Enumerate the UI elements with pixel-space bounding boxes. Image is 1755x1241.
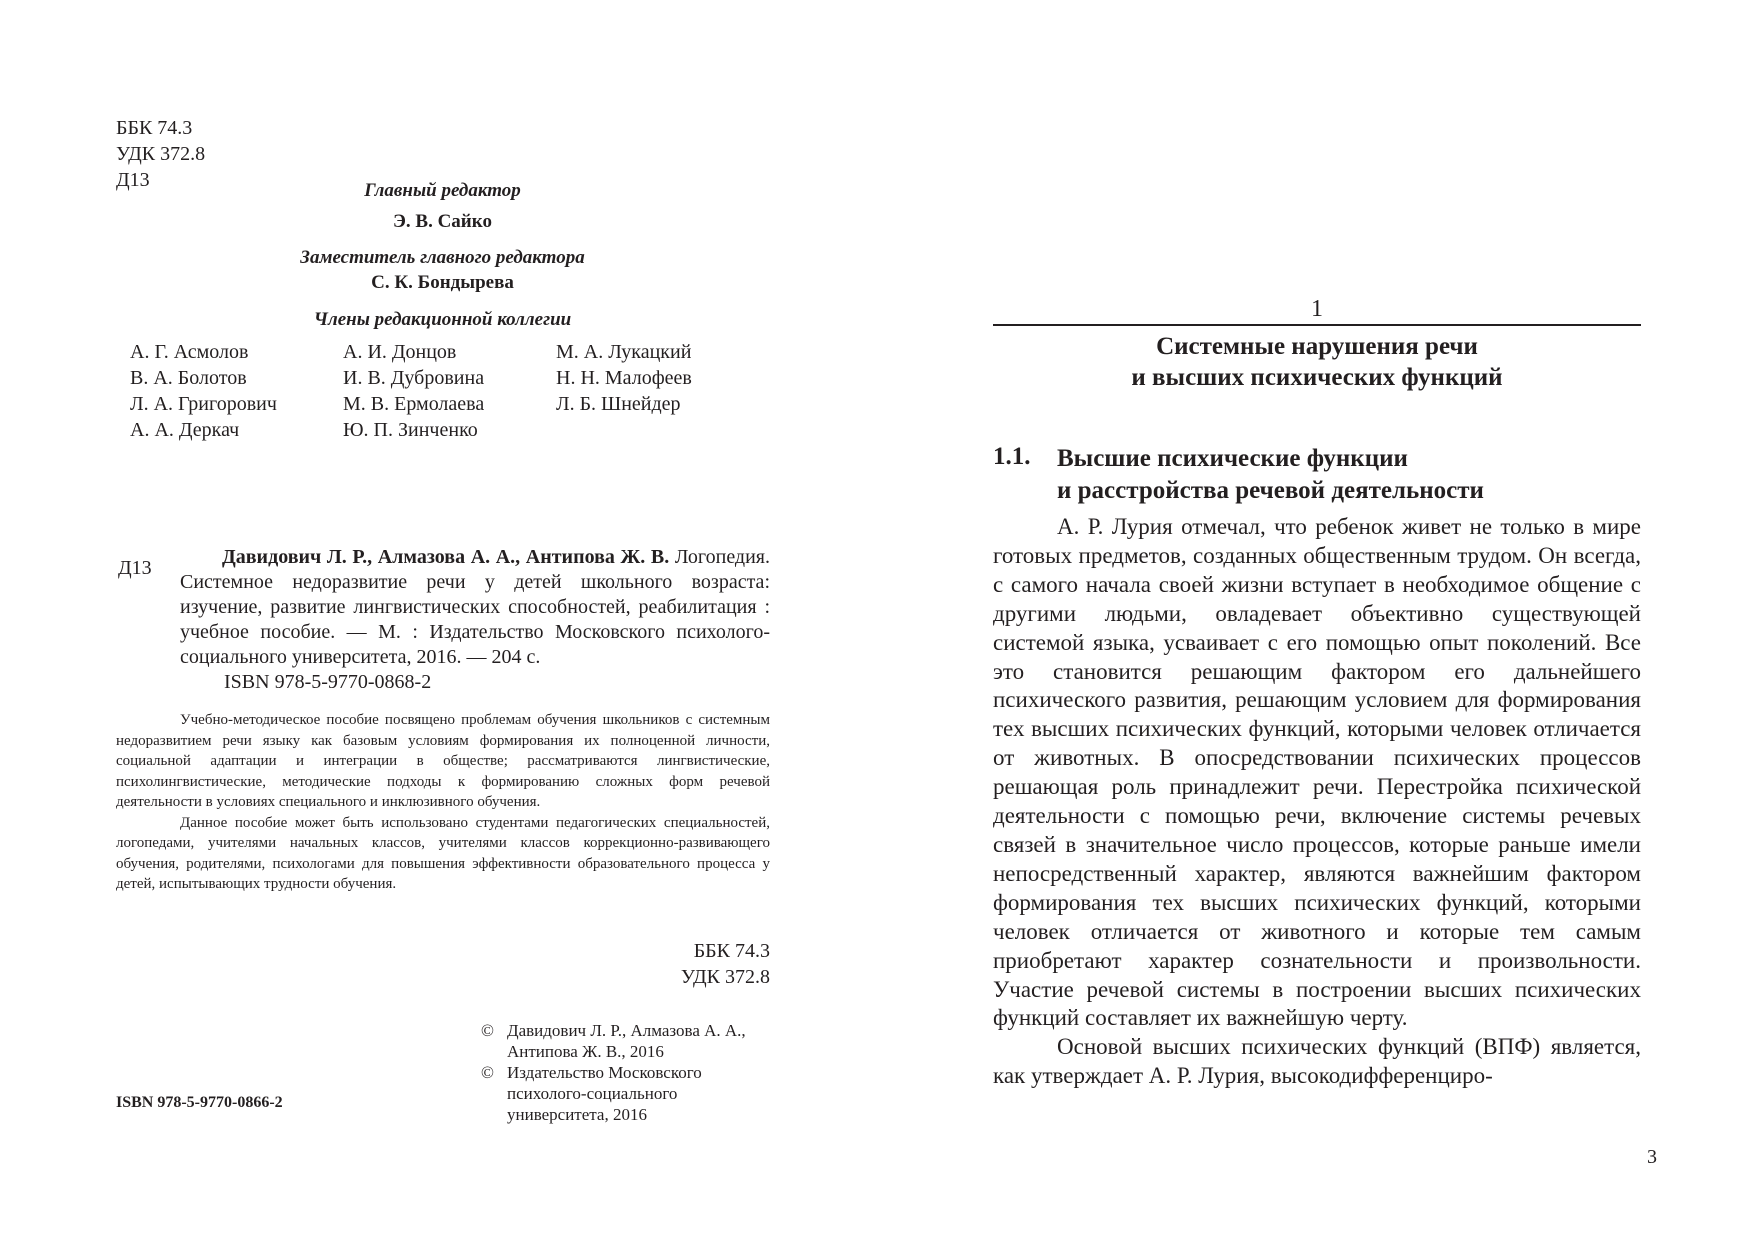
copyright-publisher [481,1062,781,1125]
chapter-title-line: Системные нарушения речи [1156,333,1478,360]
chief-editor-heading: Главный редактор [364,180,521,201]
chief-editor-name: Э. В. Сайко [393,211,492,232]
chapter-title [993,331,1641,393]
board-member: Л. А. Григорович [130,393,277,415]
bibliographic-isbn: ISBN 978-5-9770-0868-2 [224,671,432,693]
udk-code-bottom: УДК 372.8 [680,966,770,988]
copyright-authors-text: Давидович Л. Р., Алмазова А. А., Антипова Ж. В., 2016 [507,1021,746,1061]
left-page [0,0,877,1241]
copyright-sign: © [481,1021,494,1040]
editorial-board-heading: Члены редакционной коллегии [313,309,572,330]
board-member: И. В. Дубровина [343,367,485,389]
board-member: А. А. Деркач [130,419,240,441]
section-title-line: Высшие психические функции [1057,445,1408,472]
section-title-line: и расстройства речевой деятельности [1057,477,1484,504]
body-paragraph: Основой высших психических функций (ВПФ) является, как утверждает А. Р. Лурия, высокодифференциро- [993,1034,1641,1089]
right-page [877,0,1755,1241]
board-member: А. И. Донцов [343,341,457,363]
section-title [1057,443,1484,507]
bibliographic-description: Логопедия. Системное недоразвитие речи у детей школьного возраста: изучение, развитие лингвистических способностей, реабилитация : учебное пособие. — М. : Издательство Московского психолого-социального университета, 2016. — 204 с. [180,546,771,668]
board-member: В. А. Болотов [130,367,247,389]
board-member: М. В. Ермолаева [343,393,485,415]
author-mark: Д13 [116,169,150,191]
bibliographic-authors: Давидович Л. Р., Алмазова А. А., Антипова Ж. В. [222,546,670,568]
copyright-authors [481,1020,781,1062]
copyright-block [481,1020,781,1125]
chapter-title-line: и высших психических функций [1131,364,1503,391]
bibliographic-mark: Д13 [118,557,152,579]
udk-code: УДК 372.8 [116,143,206,165]
copyright-publisher-text: Издательство Московского психолого-социального университета, 2016 [507,1063,702,1124]
body-paragraph: А. Р. Лурия отмечал, что ребенок живет не только в мире готовых предметов, созданных общественным трудом. Он всегда, с самого начала своей жизни вступает в необходимое общение с другими людьми, овладевает объективно существующей системой языка, усваивает с его помощью опыт поколений. Все это становится решающим фактором его дальнейшего психического развития, решающим условием для формирования тех высших психических функций, которыми человек отличается от животных. В опосредствовании психических процессов решающая роль принадлежит речи. Перестройка психической деятельности с помощью речи, включение системы речевых связей в значительное число процессов, которые раньше имели непосредственный характер, являются важнейшим фактором формирования тех высших психических функций, которыми человек отличается от животного и которые тем самым приобретают характер сознательности и произвольности. Участие речевой системы в построении высших психических функций составляет их важнейшую черту. [993,514,1641,1031]
board-column [343,339,556,443]
page-number: 3 [1647,1146,1657,1168]
board-column [556,339,692,443]
chapter-number: 1 [1311,296,1323,322]
isbn-bottom: ISBN 978-5-9770-0866-2 [116,1094,283,1111]
bbk-code: ББК 74.3 [116,117,193,139]
section-number: 1.1. [993,443,1031,470]
body-text [993,513,1641,1091]
abstract-paragraph: Данное пособие может быть использовано студентами педагогических специальностей, логопедами, учителями начальных классов, учителями классов коррекционно-развивающего обучения, родителями, психологами для повышения эффективности образовательного процесса у детей, испытывающих трудности обучения. [116,814,770,892]
copyright-sign: © [481,1063,494,1082]
board-member: М. А. Лукацкий [556,341,692,363]
abstract-paragraph: Учебно-методическое пособие посвящено проблемам обучения школьников с системным недоразвитием речи языку как базовым условиям формирования их полноценной личности, социальной адаптации и интеграции в обществе; рассматриваются лингвистические, психолингвистические, методические подходы к формированию сложных форм речевой деятельности в условиях специального и инклюзивного обучения. [116,712,770,810]
chapter-rule [993,324,1641,326]
bibliographic-record [180,545,770,670]
deputy-editor-name: С. К. Бондырева [371,272,514,293]
board-member: Ю. П. Зинченко [343,419,478,441]
board-member: А. Г. Асмолов [130,341,249,363]
board-member: Н. Н. Малофеев [556,367,692,389]
classification-codes-bottom [681,938,770,990]
bbk-code-bottom: ББК 74.3 [693,940,770,962]
editorial-board-list [130,339,692,443]
board-column [130,339,343,443]
abstract [116,710,770,895]
board-member: Л. Б. Шнейдер [556,393,681,415]
deputy-editor-heading: Заместитель главного редактора [300,247,585,268]
classification-codes [116,115,205,193]
